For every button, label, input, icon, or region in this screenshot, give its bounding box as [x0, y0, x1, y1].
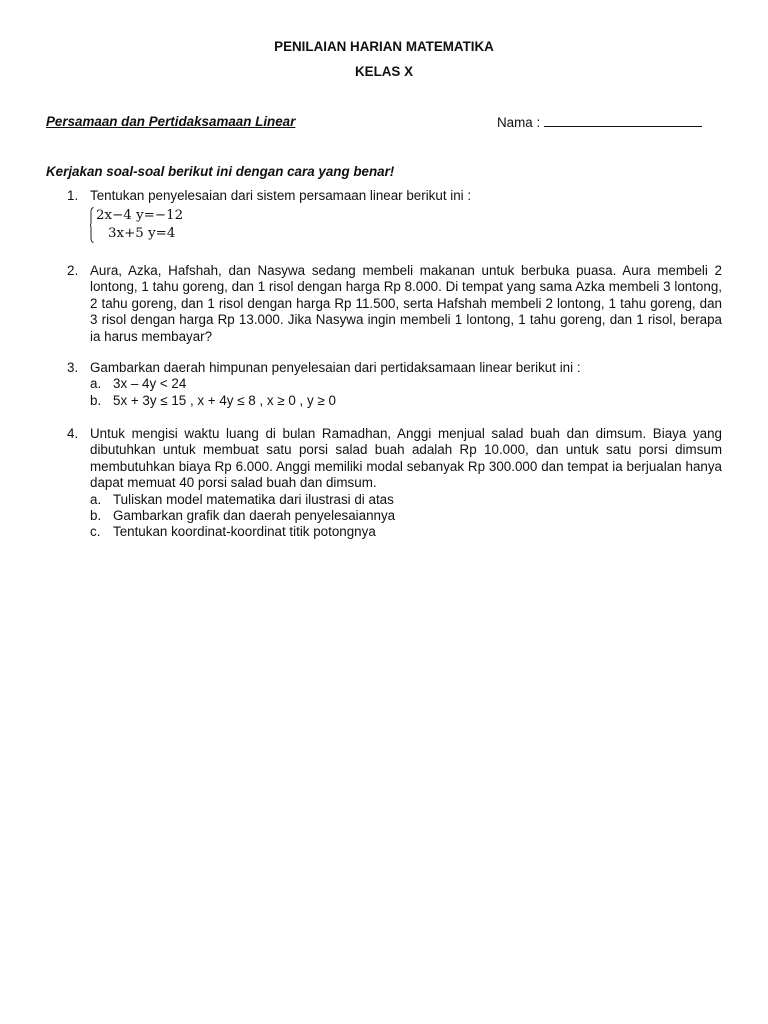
sub-item-letter: c.: [90, 524, 101, 540]
equation-1: 2x−4 y=−12: [96, 208, 184, 224]
sub-item-b: [90, 508, 722, 524]
sub-item-text: 5x + 3y ≤ 15 , x + 4y ≤ 8 , x ≥ 0 , y ≥ 0: [113, 392, 336, 408]
question-number: 1.: [67, 188, 79, 203]
sub-item-text: Gambarkan grafik dan daerah penyelesaiannya: [113, 508, 396, 524]
question-3: [67, 360, 722, 409]
sub-item-a: [90, 376, 722, 392]
question-4: [67, 426, 722, 541]
instruction-text: Kerjakan soal-soal berikut ini dengan cara yang benar!: [46, 164, 395, 179]
question-number: 3.: [67, 360, 79, 375]
question-1: [67, 188, 722, 243]
topic-heading: Persamaan dan Pertidaksamaan Linear: [46, 114, 296, 129]
sub-item-text: Tentukan koordinat-koordinat titik potongnya: [113, 524, 376, 540]
sub-item-letter: b.: [90, 392, 102, 408]
question-number: 4.: [67, 426, 79, 441]
brace-icon: [90, 207, 94, 243]
sub-item-letter: b.: [90, 508, 102, 524]
class-label: KELAS X: [354, 64, 414, 79]
question-text: Gambarkan daerah himpunan penyelesaian dari pertidaksamaan linear berikut ini :: [90, 360, 581, 375]
question-number: 2.: [67, 263, 79, 278]
sub-item-a: [90, 492, 722, 508]
sub-item-text: Tuliskan model matematika dari ilustrasi di atas: [113, 491, 394, 507]
name-field: [497, 114, 702, 131]
equation-system: [90, 207, 722, 243]
sub-item-b: [90, 393, 722, 409]
question-text: Tentukan penyelesaian dari sistem persamaan linear berikut ini :: [90, 188, 472, 203]
question-text: Aura, Azka, Hafshah, dan Nasywa sedang membeli makanan untuk berbuka puasa. Aura membeli 2 lontong, 1 tahu goreng, dan 1 risol dengan harga Rp 8.000. Di tempat yang sama Azka membeli 3 lontong, 2 tahu goreng, dan 1 risol dengan harga Rp 11.500, serta Hafshah membeli 2 lontong, 1 tahu goreng, dan 3 risol dengan harga Rp 13.000. Jika Nasywa ingin membeli 1 lontong, 1 tahu goreng, dan 1 risol, berapa ia harus membayar?: [90, 263, 722, 344]
sub-item-c: [90, 524, 722, 540]
name-blank-line: [544, 114, 702, 127]
sub-item-letter: a.: [90, 376, 102, 392]
sub-item-letter: a.: [90, 491, 102, 507]
page-title: PENILAIAN HARIAN MATEMATIKA: [274, 39, 494, 54]
question-text: Untuk mengisi waktu luang di bulan Ramadhan, Anggi menjual salad buah dan dimsum. Biaya yang dibutuhkan untuk membuat satu porsi salad buah adalah Rp 10.000, dan untuk satu porsi dimsum membutuhkan biaya Rp 6.000. Anggi memiliki modal sebanyak Rp 300.000 dan tempat ia berjualan hanya dapat memuat 40 porsi salad buah dan dimsum.: [90, 426, 722, 491]
name-label: Nama :: [497, 115, 541, 130]
sub-item-text: 3x – 4y < 24: [113, 376, 187, 392]
equation-2: 3x+5 y=4: [108, 226, 176, 242]
question-2: [67, 263, 722, 345]
